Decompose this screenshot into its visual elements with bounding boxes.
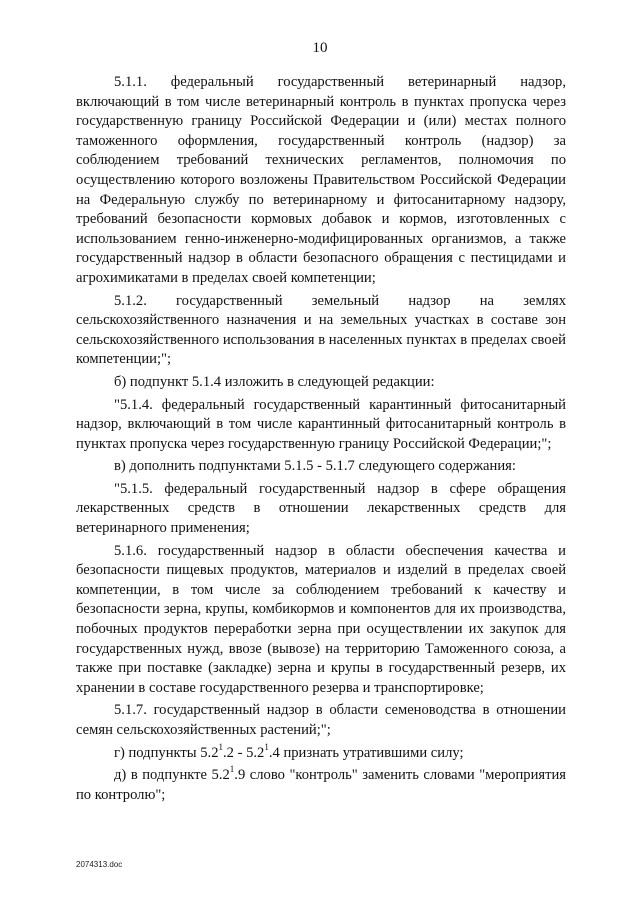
item-g-text-middle: .2 - 5.2 — [223, 744, 265, 761]
item-g-text-end: .4 признать утратившими силу; — [268, 744, 464, 761]
file-name-footer: 2074313.doc — [76, 860, 123, 869]
item-g-text-start: г) подпункты 5.2 — [114, 744, 219, 761]
paragraph-5-1-6: 5.1.6. государственный надзор в области обеспечения качества и безопасности пищевых продуктов, материалов и изделий в пределах своей компетенции, в том числе за соблюдением требований к качеству и безопасности зерна, крупы, комбикормов и компонентов для их производства, побочных продуктов переработки зерна при осуществлении их закупок для государственных нужд, ввозе (вывозе) на территорию Таможенного союза, а также при поставке (закладке) зерна и крупы в государственный резерв, их хранении в составе государственного резерва и транспортировке; — [76, 542, 566, 696]
paragraph-5-1-1: 5.1.1. федеральный государственный ветеринарный надзор, включающий в том числе ветеринарный контроль в пунктах пропуска через государственную границу Российской Федерации и (или) местах полного таможенного оформления, государственный контроль (надзор) за соблюдением требований технических регламентов, полномочия по осуществлению которого возложены Правительством Российской Федерации на Федеральную службу по ветеринарному и фитосанитарному надзору, требований безопасности кормовых добавок и кормов, изготовленных с использованием генно-инженерно-модифицированных организмов, а также государственный надзор в области безопасного обращения с пестицидами и агрохимикатами в пределах своей компетенции; — [76, 74, 566, 286]
document-body — [76, 73, 566, 805]
paragraph-item-g — [76, 741, 566, 764]
item-d-text-start: д) в подпункте 5.2 — [114, 767, 230, 784]
item-d-text-end: .9 слово "контроль" заменить словами "мероприятия по контролю"; — [76, 767, 566, 803]
item-g-superscript-2: 1 — [264, 741, 269, 752]
item-d-superscript: 1 — [229, 764, 235, 775]
item-g-superscript-1: 1 — [218, 741, 223, 752]
paragraph-5-1-2: 5.1.2. государственный земельный надзор на землях сельскохозяйственного назначения и на земельных участках в составе зон сельскохозяйственного использования в населенных пунктах в пределах своей компетенции;"; — [76, 292, 566, 368]
paragraph-5-1-5: "5.1.5. федеральный государственный надзор в сфере обращения лекарственных средств в отношении лекарственных средств для ветеринарного применения; — [76, 480, 566, 537]
paragraph-5-1-7: 5.1.7. государственный надзор в области семеноводства в отношении семян сельскохозяйственных растений;"; — [76, 702, 566, 738]
paragraph-item-d — [76, 766, 566, 805]
paragraph-5-1-4: "5.1.4. федеральный государственный карантинный фитосанитарный надзор, включающий в том числе карантинный фитосанитарный контроль в пунктах пропуска через государственную границу Российской Федерации;"; — [76, 396, 566, 452]
paragraph-item-b: б) подпункт 5.1.4 изложить в следующей редакции: — [114, 373, 435, 390]
paragraph-item-v: в) дополнить подпунктами 5.1.5 - 5.1.7 следующего содержания: — [114, 458, 516, 475]
page-number: 10 — [312, 40, 328, 56]
